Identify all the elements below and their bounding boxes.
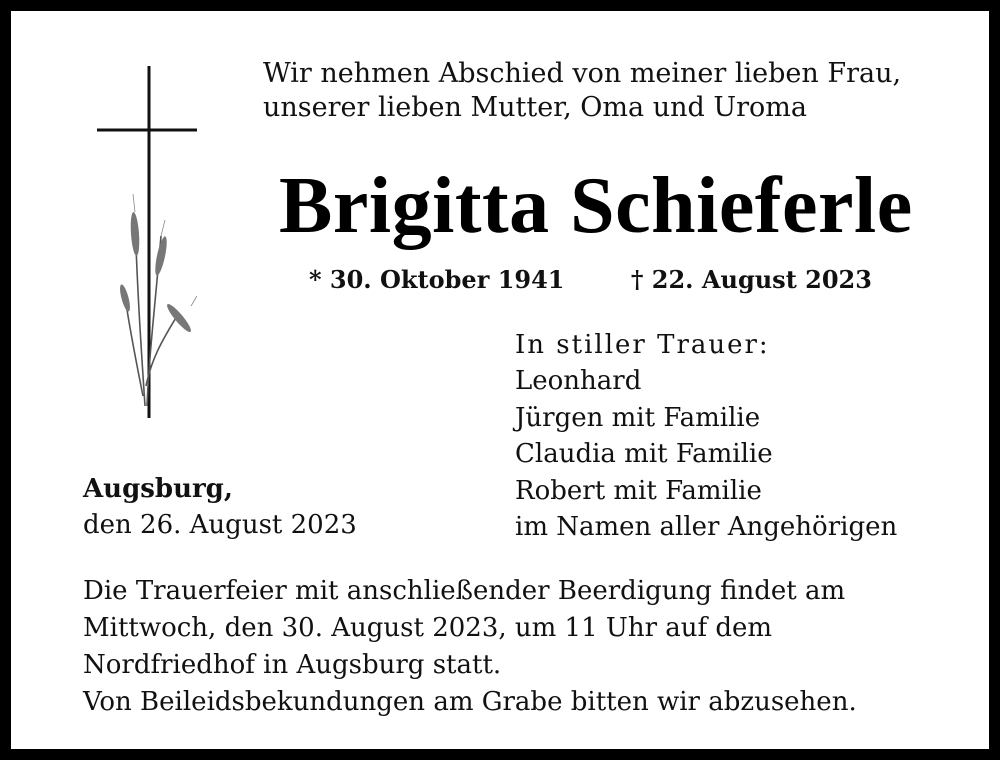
funeral-info	[83, 573, 857, 721]
cross-with-wheat-icon	[97, 66, 197, 421]
mourners-title: In stiller Trauer:	[515, 330, 770, 360]
mourner-item: Jürgen mit Familie	[515, 402, 761, 433]
death-date: † 22. August 2023	[630, 265, 872, 294]
funeral-line: Von Beileidsbekundungen am Grabe bitten wir abzusehen.	[83, 687, 857, 717]
funeral-line: Mittwoch, den 30. August 2023, um 11 Uhr auf dem	[83, 613, 773, 643]
notice-date: den 26. August 2023	[83, 510, 357, 540]
intro-line-1: Wir nehmen Abschied von meiner lieben Frau,	[263, 58, 902, 89]
funeral-line: Nordfriedhof in Augsburg statt.	[83, 650, 502, 680]
deceased-name: Brigitta Schieferle	[279, 162, 913, 250]
funeral-line: Die Trauerfeier mit anschließender Beerdigung findet am	[83, 576, 846, 606]
mourner-item: Leonhard	[515, 366, 642, 396]
mourner-item: Claudia mit Familie	[515, 439, 773, 469]
mourner-item: Robert mit Familie	[515, 475, 762, 506]
life-dates	[309, 263, 872, 297]
place-and-date	[83, 471, 357, 543]
intro-text	[263, 57, 901, 125]
place-city: Augsburg,	[83, 474, 233, 504]
intro-line-2: unserer lieben Mutter, Oma und Uroma	[263, 92, 807, 123]
mourner-item: im Namen aller Angehörigen	[515, 512, 898, 542]
birth-date: * 30. Oktober 1941	[309, 265, 565, 294]
mourners-list	[515, 363, 897, 546]
